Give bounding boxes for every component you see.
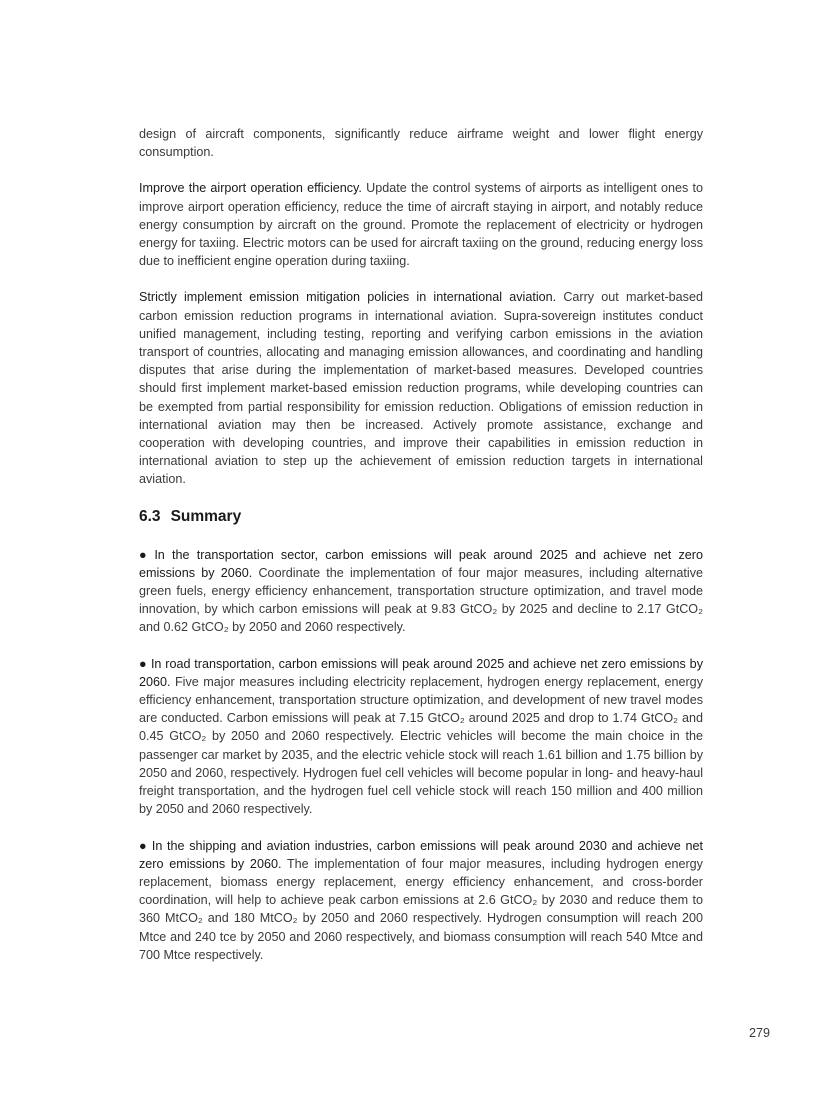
summary-item-lead: In road transportation, carbon emissions will peak around 2025 and achieve net zero emissions by 2060.: [139, 656, 703, 689]
bullet-icon: ●: [139, 838, 148, 853]
summary-item-lead: In the shipping and aviation industries, carbon emissions will peak around 2030 and achieve net zero emissions by 2060.: [139, 838, 703, 871]
summary-item-text: Coordinate the implementation of four major measures, including alternative green fuels, energy efficiency enhancement, transportation structure optimization, and travel mode innovation, by which carbon emissions will peak at 9.83 GtCO₂ by 2025 and decline to 2.17 GtCO₂ and 0.62 GtCO₂ by 2050 and 2060 respectively.: [139, 565, 704, 635]
summary-item-text: The implementation of four major measures, including hydrogen energy replacement, biomass energy replacement, energy efficiency enhancement, and cross-border coordination, will help to achieve peak carbon emissions at 2.6 GtCO₂ by 2030 and reduce them to 360 MtCO₂ and 180 MtCO₂ by 2050 and 2060 respectively. Hydrogen consumption will reach 200 Mtce and 240 tce by 2050 and 2060 respectively, and biomass consumption will reach 540 Mtce and 700 Mtce respectively.: [139, 856, 703, 962]
paragraph-text: Carry out market-based carbon emission reduction programs in international aviation. Supra-sovereign institutes conduct unified management, including testing, reporting and verifying carbon emissions in the aviation transport of countries, allocating and managing emission allowances, and coordinating and handling disputes that arise during the implementation of market-based measures. Developed countries should first implement market-based emission reduction programs, while developing countries can be exempted from partial responsibility for emission reduction. Obligations of emission reduction in international aviation may then be increased. Actively promote assistance, exchange and cooperation with developing countries, and improve their capabilities in emission reduction in international aviation to step up the achievement of emission reduction targets in international aviation.: [139, 290, 703, 487]
page-content: [139, 125, 703, 982]
paragraph-lead: Strictly implement emission mitigation policies in international aviation.: [139, 290, 557, 305]
summary-item-lead: In the transportation sector, carbon emissions will peak around 2025 and achieve net zero emissions by 2060.: [139, 547, 703, 580]
summary-item-transportation: [139, 546, 703, 637]
summary-item-road: [139, 655, 703, 819]
section-heading: [139, 507, 703, 527]
paragraph-lead: Improve the airport operation efficiency.: [139, 181, 362, 196]
section-title: Summary: [170, 507, 242, 525]
summary-item-shipping-aviation: [139, 837, 703, 964]
section-number: 6.3: [139, 507, 161, 525]
bullet-icon: ●: [139, 656, 147, 671]
paragraph-text: Update the control systems of airports as intelligent ones to improve airport operation efficiency, reduce the time of aircraft staying in airport, and notably reduce energy consumption by aircraft on the ground. Promote the replacement of electricity or hydrogen energy for taxiing. Electric motors can be used for aircraft taxiing on the ground, reducing energy loss due to inefficient engine operation during taxiing.: [139, 181, 703, 269]
paragraph-aircraft-design: [139, 125, 703, 161]
paragraph-text: design of aircraft components, significantly reduce airframe weight and lower flight energy consumption.: [139, 127, 703, 160]
bullet-icon: ●: [139, 547, 151, 562]
page-number: 279: [748, 1026, 770, 1040]
paragraph-airport-efficiency: [139, 179, 703, 270]
summary-item-text: Five major measures including electricity replacement, hydrogen energy replacement, energy efficiency enhancement, transportation structure optimization, and development of new travel modes are conducted. Carbon emissions will peak at 7.15 GtCO₂ around 2025 and drop to 1.74 GtCO₂ and 0.45 GtCO₂ by 2050 and 2060 respectively. Electric vehicles will become the main choice in the passenger car market by 2035, and the electric vehicle stock will reach 1.61 billion and 1.75 billion by 2050 and 2060, respectively. Hydrogen fuel cell vehicles will become popular in long- and heavy-haul freight transportation, and the hydrogen fuel cell vehicle stock will reach 150 million and 400 million by 2050 and 2060 respectively.: [139, 674, 703, 817]
paragraph-emission-policies: [139, 288, 703, 488]
